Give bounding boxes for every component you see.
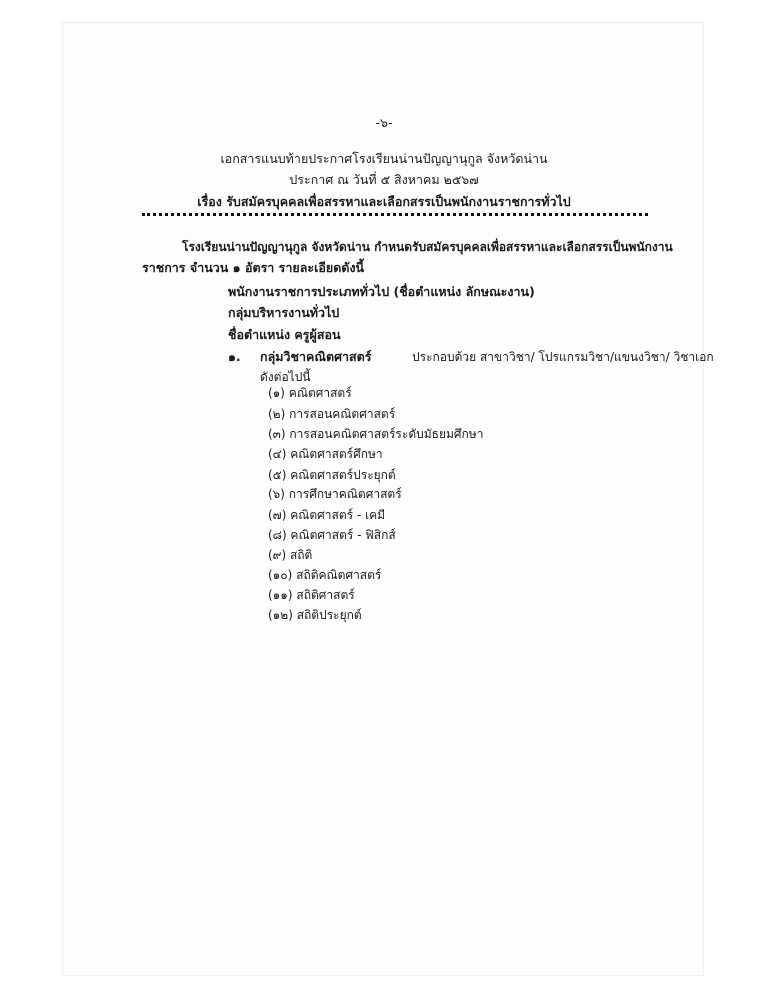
- dotted-divider: [142, 213, 648, 216]
- employee-type: พนักงานราชการประเภททั่วไป (ชื่อตำแหน่ง ลักษณะงาน): [228, 284, 535, 299]
- major-item-12: (๑๒) สถิติประยุกต์: [268, 608, 362, 622]
- major-item-2: (๒) การสอนคณิตศาสตร์: [268, 407, 396, 421]
- major-item-5: (๕) คณิตศาสตร์ประยุกต์: [268, 468, 396, 482]
- major-item-10: (๑๐) สถิติคณิตศาสตร์: [268, 568, 382, 582]
- subject-group-desc-2: ดังต่อไปนี้: [260, 370, 311, 384]
- position-title: ชื่อตำแหน่ง ครูผู้สอน: [228, 327, 341, 342]
- major-item-9: (๙) สถิติ: [268, 548, 313, 562]
- intro-line-1: โรงเรียนน่านปัญญานุกูล จังหวัดน่าน กำหนดรับสมัครบุคคลเพื่อสรรหาและเลือกสรรเป็นพนักงาน: [182, 240, 673, 254]
- intro-line-2: ราชการ จำนวน ๑ อัตรา รายละเอียดดังนี้: [142, 260, 365, 275]
- major-item-1: (๑) คณิตศาสตร์: [268, 386, 352, 400]
- header-line-1: เอกสารแนบท้ายประกาศโรงเรียนน่านปัญญานุกูล จังหวัดน่าน: [220, 151, 548, 166]
- work-group: กลุ่มบริหารงานทั่วไป: [228, 305, 340, 320]
- subject-group-desc: ประกอบด้วย สาขาวิชา/ โปรแกรมวิชา/แขนงวิชา/ วิชาเอก: [412, 350, 714, 364]
- major-item-4: (๔) คณิตศาสตร์ศึกษา: [268, 447, 383, 461]
- header-line-3: เรื่อง รับสมัครบุคคลเพื่อสรรหาและเลือกสรรเป็นพนักงานราชการทั่วไป: [197, 194, 571, 209]
- subject-group-number: ๑.: [228, 349, 241, 364]
- header-line-2: ประกาศ ณ วันที่ ๕ สิงหาคม ๒๕๖๗: [289, 172, 479, 187]
- major-item-11: (๑๑) สถิติศาสตร์: [268, 588, 355, 602]
- major-item-7: (๗) คณิตศาสตร์ - เคมี: [268, 508, 386, 522]
- major-item-6: (๖) การศึกษาคณิตศาสตร์: [268, 487, 402, 501]
- subject-group-title: กลุ่มวิชาคณิตศาสตร์: [260, 349, 372, 364]
- page-number: -๖-: [375, 115, 393, 130]
- major-item-3: (๓) การสอนคณิตศาสตร์ระดับมัธยมศึกษา: [268, 427, 484, 441]
- major-item-8: (๘) คณิตศาสตร์ - ฟิสิกส์: [268, 528, 396, 542]
